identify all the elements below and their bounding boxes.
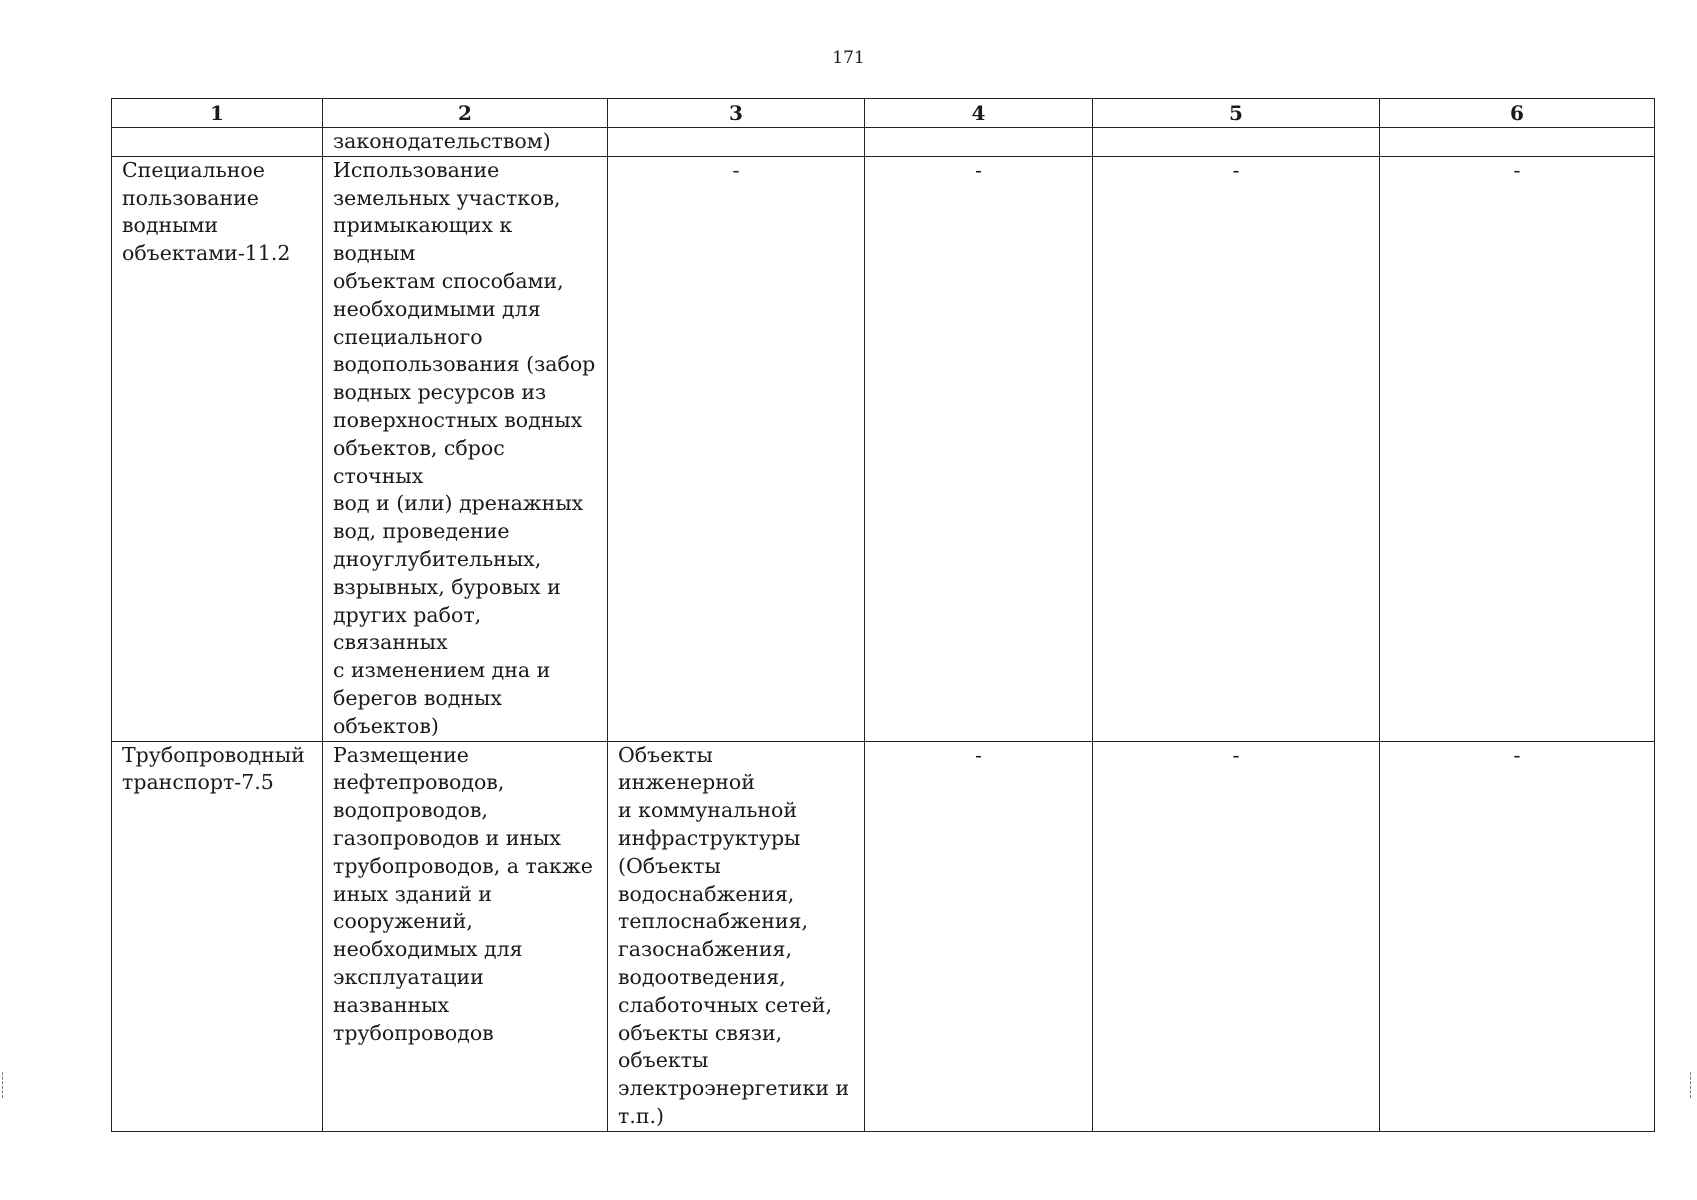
cell-value: -: [1232, 157, 1240, 182]
column-header-6: 6: [1380, 99, 1655, 128]
table-cell: [1093, 156, 1380, 741]
cell-text: законодательством): [333, 129, 551, 153]
table-row-continuation: [112, 128, 1655, 157]
table-cell: [608, 741, 865, 1131]
table-row: [112, 156, 1655, 741]
column-header-3: 3: [608, 99, 865, 128]
column-header-2: 2: [323, 99, 608, 128]
left-margin-mark: [2, 1072, 7, 1098]
table-header-row: [112, 99, 1655, 128]
table-cell: [323, 741, 608, 1131]
table-cell: [865, 741, 1093, 1131]
table-cell: [608, 156, 865, 741]
table-cell: [112, 156, 323, 741]
table-cell: [112, 741, 323, 1131]
cell-value: -: [1513, 742, 1521, 767]
column-header-1: 1: [112, 99, 323, 128]
use-type-name: Специальное пользование водными объектами-11.2: [122, 157, 291, 266]
cell-value: -: [975, 157, 982, 182]
table-cell: [865, 128, 1093, 157]
table-cell: [608, 128, 865, 157]
table-cell: [1380, 741, 1655, 1131]
table-row: [112, 741, 1655, 1131]
table-cell: [1093, 741, 1380, 1131]
use-type-description: Размещение нефтепроводов, водопроводов, газопроводов и иных трубопроводов, а также иных зданий и сооружений, необходимых для эксплуатации названных трубопроводов: [333, 742, 593, 1045]
table-cell: [323, 128, 608, 157]
table-cell: [865, 156, 1093, 741]
land-use-table: [111, 98, 1655, 1132]
table-cell: [1093, 128, 1380, 157]
right-margin-mark: [1690, 1072, 1695, 1098]
column-header-5: 5: [1093, 99, 1380, 128]
permitted-objects: Объекты инженерной и коммунальной инфраструктуры (Объекты водоснабжения, теплоснабжения, газоснабжения, водоотведения, слаботочных сетей, объекты связи, объекты электроэнергетики и т.п.): [618, 742, 850, 1128]
use-type-description: Использование земельных участков, примыкающих к водным объектам способами, необходимыми для специального водопользования (забор водных ресурсов из поверхностных водных объектов, сброс сточных вод и (или) дренажных вод, проведение дноуглубительных, взрывных, буровых и других работ, связанных с изменением дна и берегов водных объектов): [333, 157, 596, 738]
use-type-name: Трубопроводный транспорт-7.5: [122, 742, 305, 795]
table-cell: [112, 128, 323, 157]
table-cell: [1380, 156, 1655, 741]
table-cell: [1380, 128, 1655, 157]
cell-value: -: [1513, 157, 1521, 182]
table-cell: [323, 156, 608, 741]
cell-value: -: [975, 742, 982, 767]
page-number: 171: [832, 48, 865, 68]
column-header-4: 4: [865, 99, 1093, 128]
cell-value: -: [1232, 742, 1240, 767]
cell-value: -: [732, 157, 740, 182]
